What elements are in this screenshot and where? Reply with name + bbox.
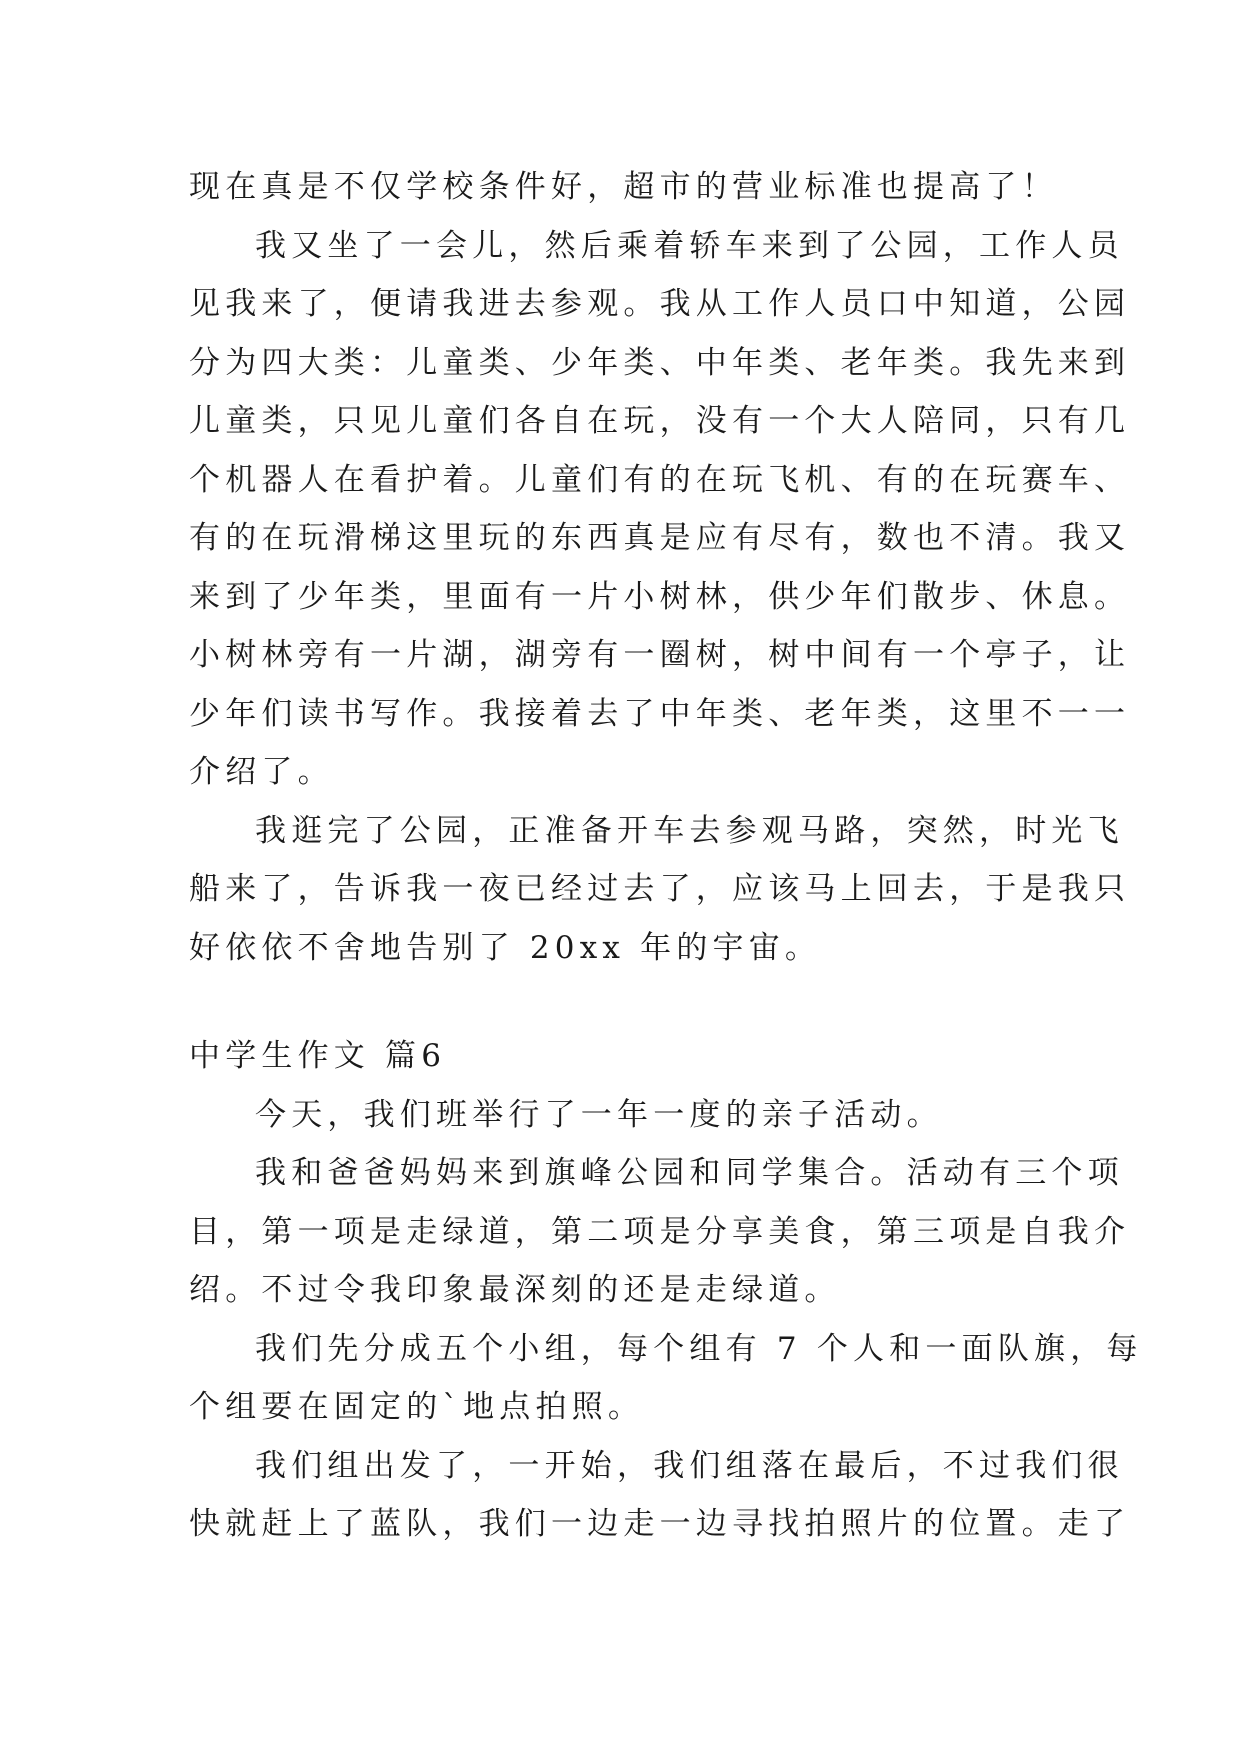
text-line: 小树林旁有一片湖，湖旁有一圈树，树中间有一个亭子，让 xyxy=(189,637,1131,673)
text-line: 绍。不过令我印象最深刻的还是走绿道。 xyxy=(189,1272,841,1308)
text-line: 儿童类，只见儿童们各自在玩，没有一个大人陪同，只有几 xyxy=(189,403,1131,439)
section-spacer xyxy=(189,977,1055,1027)
text-line: 现在真是不仅学校条件好，超市的营业标准也提高了！ xyxy=(189,169,1058,205)
text-line: 个组要在固定的`地点拍照。 xyxy=(189,1389,645,1425)
text-line: 目，第一项是走绿道，第二项是分享美食，第三项是自我介 xyxy=(189,1213,1131,1250)
paragraph-first-line: 我和爸爸妈妈来到旗峰公园和同学集合。活动有三个项 xyxy=(255,1155,1124,1191)
text-line: 船来了，告诉我一夜已经过去了，应该马上回去，于是我只 xyxy=(189,871,1131,907)
paragraph-first-line: 今天，我们班举行了一年一度的亲子活动。 xyxy=(255,1096,943,1133)
text-line: 有的在玩滑梯这里玩的东西真是应有尽有，数也不清。我又 xyxy=(189,520,1131,556)
text-line: 分为四大类：儿童类、少年类、中年类、老年类。我先来到 xyxy=(189,344,1131,381)
text-line: 来到了少年类，里面有一片小树林，供少年们散步、休息。 xyxy=(189,578,1131,615)
section-heading: 中学生作文 篇6 xyxy=(189,1038,447,1074)
text-line: 个机器人在看护着。儿童们有的在玩飞机、有的在玩赛车、 xyxy=(189,461,1131,498)
paragraph-first-line: 我逛完了公园，正准备开车去参观马路，突然，时光飞 xyxy=(255,812,1124,849)
paragraph-first-line: 我们组出发了，一开始，我们组落在最后，不过我们很 xyxy=(255,1447,1124,1484)
text-line: 好依依不舍地告别了 20xx 年的宇宙。 xyxy=(189,929,822,966)
paragraph-first-line: 我又坐了一会儿，然后乘着轿车来到了公园，工作人员 xyxy=(255,227,1124,264)
text-line: 见我来了，便请我进去参观。我从工作人员口中知道，公园 xyxy=(189,286,1131,322)
text-line: 介绍了。 xyxy=(189,754,334,790)
document-body xyxy=(189,158,1143,1554)
paragraph-first-line: 我们先分成五个小组，每个组有 7 个人和一面队旗，每 xyxy=(255,1330,1143,1367)
text-line: 快就赶上了蓝队，我们一边走一边寻找拍照片的位置。走了 xyxy=(189,1506,1131,1542)
text-line: 少年们读书写作。我接着去了中年类、老年类，这里不一一 xyxy=(189,695,1131,732)
